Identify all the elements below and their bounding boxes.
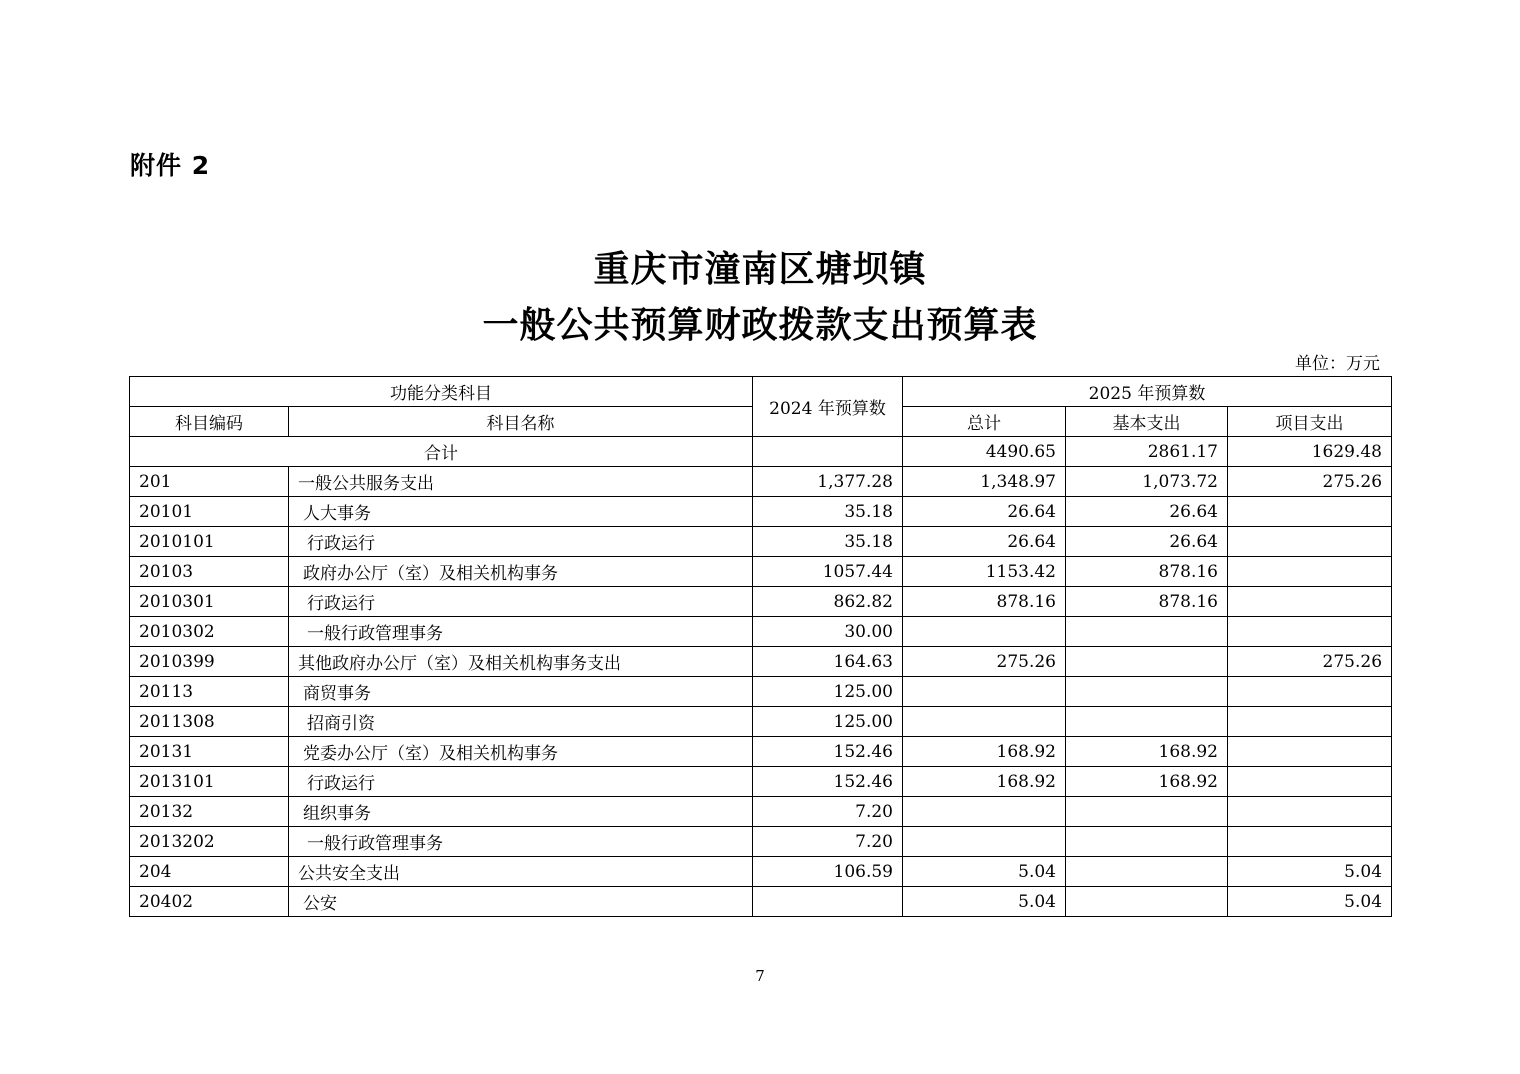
row-name: 政府办公厅（室）及相关机构事务 (289, 557, 753, 587)
row-code: 20101 (130, 497, 289, 527)
row-total: 5.04 (903, 857, 1066, 887)
table-row (130, 587, 1392, 617)
row-code: 2013202 (130, 827, 289, 857)
row-name: 一般公共服务支出 (289, 467, 753, 497)
row-project: 5.04 (1228, 887, 1392, 917)
row-total (903, 707, 1066, 737)
row-name: 公共安全支出 (289, 857, 753, 887)
row-basic: 168.92 (1066, 767, 1228, 797)
row-project (1228, 827, 1392, 857)
table-row (130, 527, 1392, 557)
row-total: 1153.42 (903, 557, 1066, 587)
attachment-label: 附件 2 (130, 151, 211, 180)
row-total: 5.04 (903, 887, 1066, 917)
row-project (1228, 497, 1392, 527)
page-title-line1: 重庆市潼南区塘坝镇 (593, 248, 927, 290)
total-total: 4490.65 (903, 437, 1066, 467)
row-name: 组织事务 (289, 797, 753, 827)
row-total (903, 617, 1066, 647)
row-name: 招商引资 (289, 707, 753, 737)
row-project (1228, 707, 1392, 737)
row-basic (1066, 827, 1228, 857)
row-total: 26.64 (903, 497, 1066, 527)
row-code: 201 (130, 467, 289, 497)
row-budget-2024: 106.59 (753, 857, 903, 887)
table-row (130, 737, 1392, 767)
row-code: 20113 (130, 677, 289, 707)
row-budget-2024: 125.00 (753, 707, 903, 737)
row-total: 168.92 (903, 767, 1066, 797)
header-code: 科目编码 (130, 407, 289, 437)
header-budget-2025: 2025 年预算数 (903, 377, 1392, 407)
row-code: 20132 (130, 797, 289, 827)
row-project (1228, 737, 1392, 767)
row-budget-2024: 1057.44 (753, 557, 903, 587)
table-row (130, 557, 1392, 587)
row-total: 168.92 (903, 737, 1066, 767)
row-basic: 26.64 (1066, 497, 1228, 527)
row-total (903, 677, 1066, 707)
header-functional-category: 功能分类科目 (130, 377, 753, 407)
row-code: 2010302 (130, 617, 289, 647)
row-name: 公安 (289, 887, 753, 917)
table-row (130, 797, 1392, 827)
row-project: 5.04 (1228, 857, 1392, 887)
row-code: 20402 (130, 887, 289, 917)
row-name: 其他政府办公厅（室）及相关机构事务支出 (289, 647, 753, 677)
row-code: 2011308 (130, 707, 289, 737)
row-name: 行政运行 (289, 767, 753, 797)
table-row (130, 647, 1392, 677)
row-budget-2024 (753, 887, 903, 917)
row-basic (1066, 857, 1228, 887)
total-label: 合计 (130, 437, 753, 467)
row-code: 20131 (130, 737, 289, 767)
row-budget-2024: 862.82 (753, 587, 903, 617)
row-total (903, 827, 1066, 857)
page-number: 7 (755, 967, 765, 985)
table-row (130, 707, 1392, 737)
row-code: 204 (130, 857, 289, 887)
total-project: 1629.48 (1228, 437, 1392, 467)
header-total: 总计 (903, 407, 1066, 437)
row-project: 275.26 (1228, 647, 1392, 677)
row-project (1228, 557, 1392, 587)
row-basic (1066, 797, 1228, 827)
row-budget-2024: 30.00 (753, 617, 903, 647)
unit-label: 单位：万元 (1295, 354, 1380, 374)
row-code: 20103 (130, 557, 289, 587)
row-budget-2024: 35.18 (753, 527, 903, 557)
row-project (1228, 587, 1392, 617)
row-budget-2024: 7.20 (753, 827, 903, 857)
row-budget-2024: 35.18 (753, 497, 903, 527)
row-basic: 878.16 (1066, 557, 1228, 587)
row-code: 2010101 (130, 527, 289, 557)
header-row-1 (130, 377, 1392, 407)
row-name: 一般行政管理事务 (289, 827, 753, 857)
row-project (1228, 527, 1392, 557)
header-basic: 基本支出 (1066, 407, 1228, 437)
row-budget-2024: 125.00 (753, 677, 903, 707)
header-budget-2024: 2024 年预算数 (753, 377, 903, 437)
budget-table (129, 376, 1392, 917)
row-total: 1,348.97 (903, 467, 1066, 497)
row-project (1228, 617, 1392, 647)
table-row (130, 767, 1392, 797)
table-row (130, 497, 1392, 527)
row-project (1228, 797, 1392, 827)
table-row (130, 467, 1392, 497)
row-total: 26.64 (903, 527, 1066, 557)
row-basic (1066, 887, 1228, 917)
row-basic (1066, 677, 1228, 707)
row-code: 2010301 (130, 587, 289, 617)
row-total (903, 797, 1066, 827)
row-basic: 1,073.72 (1066, 467, 1228, 497)
total-row (130, 437, 1392, 467)
row-basic: 26.64 (1066, 527, 1228, 557)
row-name: 党委办公厅（室）及相关机构事务 (289, 737, 753, 767)
header-project: 项目支出 (1228, 407, 1392, 437)
table-row (130, 887, 1392, 917)
row-code: 2010399 (130, 647, 289, 677)
row-basic: 878.16 (1066, 587, 1228, 617)
row-budget-2024: 7.20 (753, 797, 903, 827)
row-name: 人大事务 (289, 497, 753, 527)
row-basic (1066, 647, 1228, 677)
total-budget-2024 (753, 437, 903, 467)
row-name: 商贸事务 (289, 677, 753, 707)
total-basic: 2861.17 (1066, 437, 1228, 467)
row-code: 2013101 (130, 767, 289, 797)
row-basic: 168.92 (1066, 737, 1228, 767)
table-row (130, 827, 1392, 857)
row-basic (1066, 707, 1228, 737)
row-project (1228, 677, 1392, 707)
row-project (1228, 767, 1392, 797)
table-row (130, 677, 1392, 707)
row-budget-2024: 1,377.28 (753, 467, 903, 497)
page-title-line2: 一般公共预算财政拨款支出预算表 (482, 304, 1038, 346)
row-budget-2024: 152.46 (753, 767, 903, 797)
row-name: 行政运行 (289, 587, 753, 617)
header-name: 科目名称 (289, 407, 753, 437)
row-basic (1066, 617, 1228, 647)
table-row (130, 617, 1392, 647)
row-project: 275.26 (1228, 467, 1392, 497)
row-budget-2024: 152.46 (753, 737, 903, 767)
row-total: 275.26 (903, 647, 1066, 677)
row-total: 878.16 (903, 587, 1066, 617)
row-budget-2024: 164.63 (753, 647, 903, 677)
row-name: 行政运行 (289, 527, 753, 557)
row-name: 一般行政管理事务 (289, 617, 753, 647)
table-row (130, 857, 1392, 887)
